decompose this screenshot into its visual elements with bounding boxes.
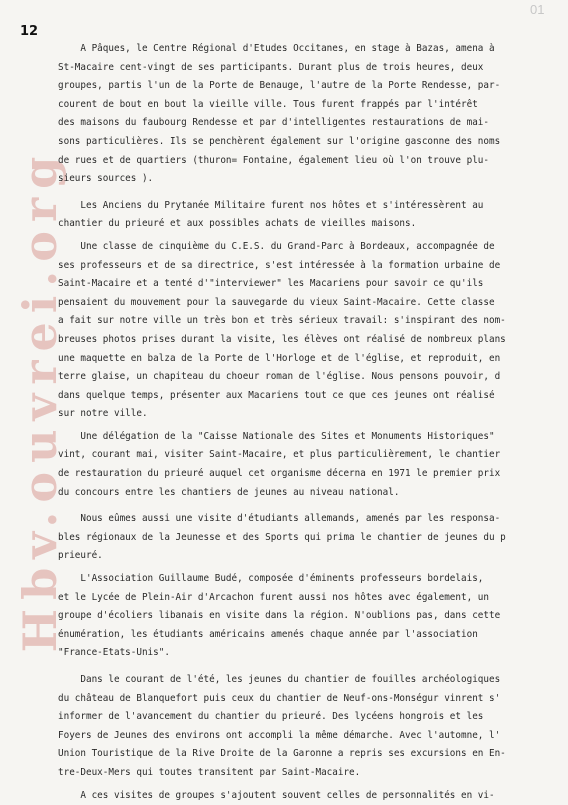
text-line: une maquette en balza de la Porte de l'Horloge et de l'église, et reproduit, en [58,352,501,364]
text-line: de restauration du prieuré auquel cet organisme décerna en 1971 le premier prix [58,468,501,480]
text-line: A ces visites de groupes s'ajoutent souvent celles de personnalités en vi- [58,789,495,801]
paragraph [58,197,550,234]
paragraph [58,40,550,189]
paragraph-gap [58,663,550,671]
paragraph [58,787,550,805]
text-line: Une classe de cinquième du C.E.S. du Grand-Parc à Bordeaux, accompagnée de [58,240,495,252]
text-line: du concours entre les chantiers de jeunes au niveau national. [58,486,400,498]
text-line: pensaient du mouvement pour la sauvegarde du vieux Saint-Macaire. Cette classe [58,296,495,308]
text-line: et le Lycée de Plein-Air d'Arcachon furent aussi nos hôtes avec également, un [58,591,489,603]
text-line: sieurs sources ). [58,173,154,185]
text-line: vint, courant mai, visiter Saint-Macaire, et plus particulièrement, le chantier [58,449,501,461]
text-line: Nous eûmes aussi une visite d'étudiants allemands, amenés par les responsa- [58,513,501,525]
text-line: sons particulières. Ils se penchèrent également sur l'origine gasconne des noms [58,135,501,147]
paragraph-gap [58,502,550,510]
body-text [58,40,550,805]
paragraph [58,428,550,502]
text-line: breuses photos prises durant la visite, les élèves ont réalisé de nombreux plans [58,333,506,345]
paragraph-gap [58,189,550,197]
paragraph [58,570,550,663]
text-line: Foyers de Jeunes des environs ont accompli la même démarche. Avec l'automne, l' [58,729,501,741]
text-line: groupes, partis l'un de la Porte de Benauge, l'autre de la Porte Rendesse, par- [58,80,501,92]
text-line: bles régionaux de la Jeunesse et des Sports qui prima le chantier de jeunes du p [58,531,506,543]
text-line: courent de bout en bout la vieille ville. Tous furent frappés par l'intérêt [58,98,478,110]
text-line: Union Touristique de la Rive Droite de la Garonne a repris ses excursions en En- [58,748,506,760]
text-line: du château de Blanquefort puis ceux du chantier de Neuf-ons-Monségur vinrent s' [58,692,501,704]
corner-mark: 01 [530,2,545,17]
watermark-text: Hbv.ouvrei.org [13,147,67,653]
text-line: St-Macaire cent-vingt de ses participants. Durant plus de trois heures, deux [58,61,484,73]
text-line: de rues et de quartiers (thuron= Fontaine, également lieu où l'on trouve plu- [58,154,489,166]
text-line: informer de l'avancement du chantier du prieuré. Des lycéens hongrois et les [58,711,484,723]
text-line: ses professeurs et de sa directrice, s'est intéressée à la formation urbaine de [58,259,501,271]
text-line: "France-Etats-Unis". [58,647,170,659]
paragraph [58,238,550,424]
text-line: groupe d'écoliers libanais en visite dans la région. N'oublions pas, dans cette [58,610,501,622]
text-line: chantier du prieuré et aux possibles achats de vieilles maisons. [58,218,417,230]
page-number: 12 [20,24,39,39]
text-line: dans quelque temps, présenter aux Macariens tout ce que ces jeunes ont réalisé [58,389,495,401]
text-line: Saint-Macaire et a tenté d'"interviewer" les Macariens pour savoir ce qu'ils [58,278,484,290]
text-line: Les Anciens du Prytanée Militaire furent nos hôtes et s'intéressèrent au [58,199,484,211]
text-line: A Pâques, le Centre Régional d'Etudes Occitanes, en stage à Bazas, amena à [58,43,495,54]
text-line: Une délégation de la "Caisse Nationale des Sites et Monuments Historiques" [58,430,495,442]
text-line: des maisons du faubourg Rendesse et par d'intelligentes restaurations de mai- [58,117,489,129]
text-line: Dans le courant de l'été, les jeunes du chantier de fouilles archéologiques [58,674,501,685]
text-line: L'Association Guillaume Budé, composée d'éminents professeurs bordelais, [58,573,484,585]
text-line: a fait sur notre ville un très bon et très sérieux travail: s'inspirant des nom- [58,315,506,327]
text-line: sur notre ville. [58,408,148,420]
text-line: tre-Deux-Mers qui toutes transitent par Saint-Macaire. [58,766,361,778]
paragraph [58,510,550,566]
paragraph [58,671,550,783]
text-line: prieuré. [58,550,103,562]
text-line: terre glaise, un chapiteau du choeur roman de l'église. Nous pensons pouvoir, d [58,371,501,383]
text-line: énumération, les étudiants américains amenés chaque année par l'association [58,628,478,640]
